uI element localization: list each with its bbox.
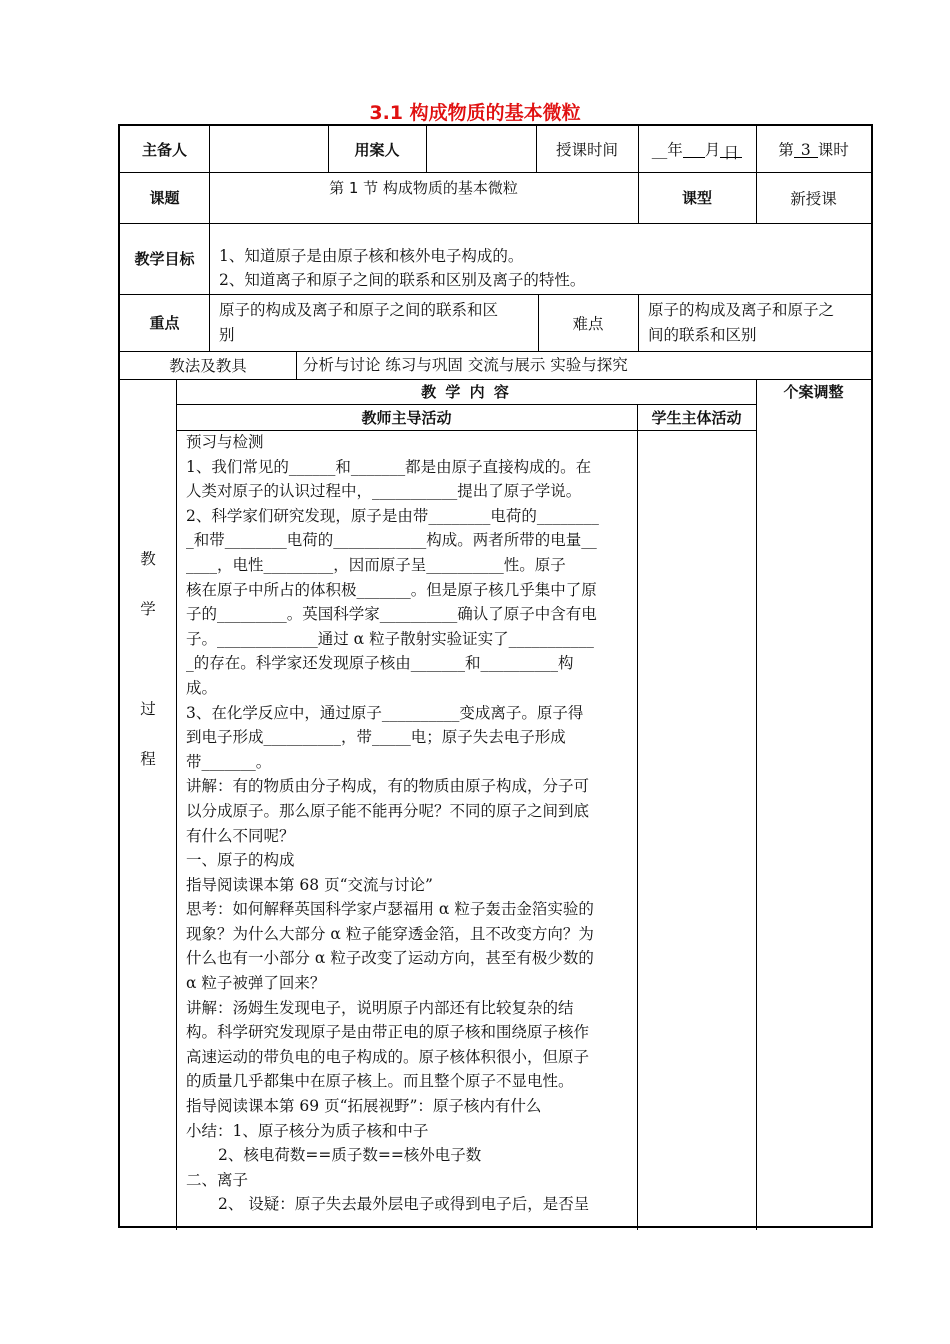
text-line: 以分成原子。那么原子能不能再分呢？不同的原子之间到底 bbox=[186, 801, 590, 820]
adjust-header: 个案调整 bbox=[783, 383, 844, 401]
text-line: 讲解：汤姆生发现电子，说明原子内部还有比较复杂的结 bbox=[186, 998, 574, 1017]
text-line: 什么也有一小部分 α 粒子改变了运动方向，甚至有极少数的 bbox=[186, 949, 594, 968]
side-char: 教 bbox=[140, 550, 156, 568]
text-line: 指导阅读课本第 69 页“拓展视野”：原子核内有什么 bbox=[186, 1097, 542, 1116]
text-line: 思考：如何解释英国科学家卢瑟福用 α 粒子轰击金箔实验的 bbox=[186, 900, 594, 919]
rule bbox=[756, 380, 757, 1230]
method-value: 分析与讨论 练习与巩固 交流与展示 实验与探究 bbox=[303, 356, 628, 374]
side-char: 程 bbox=[140, 750, 156, 768]
text-line: 子的_________。英国科学家__________确认了原子中含有电 bbox=[186, 605, 597, 624]
rule bbox=[120, 223, 871, 224]
text-line: 有什么不同呢？ bbox=[186, 826, 295, 845]
text-line: 一、原子的构成 bbox=[186, 851, 295, 870]
difficult-label: 难点 bbox=[572, 314, 604, 333]
side-char: 过 bbox=[140, 700, 156, 718]
key-line: 别 bbox=[219, 326, 235, 344]
rule bbox=[209, 295, 210, 352]
rule bbox=[638, 295, 639, 352]
text-line: 现象？为什么大部分 α 粒子能穿透金箔，且不改变方向？为 bbox=[186, 924, 594, 943]
date-text: __年 月 日 bbox=[638, 126, 756, 172]
shouke-time-label: 授课时间 bbox=[555, 141, 618, 159]
text-line: 1、我们常见的______和_______都是由原子直接构成的。在 bbox=[186, 457, 592, 476]
text-line: ____，电性_________，因而原子呈__________性。原子 bbox=[186, 555, 566, 574]
yonganren-label: 用案人 bbox=[354, 140, 400, 159]
rule bbox=[426, 126, 427, 173]
text-line: 高速运动的带负电的电子构成的。原子核体积很小，但原子 bbox=[186, 1047, 590, 1066]
text-line: 3、在化学反应中，通过原子__________变成离子。原子得 bbox=[186, 703, 584, 722]
text-line: 的质量几乎都集中在原子核上。而且整个原子不显电性。 bbox=[186, 1072, 574, 1091]
goal-line: 2、知道离子和原子之间的联系和区别及离子的特性。 bbox=[219, 271, 586, 289]
goal-line: 1、知道原子是由原子核和核外电子构成的。 bbox=[219, 247, 524, 265]
text-line: 小结：1、原子核分为质子核和中子 bbox=[186, 1121, 429, 1140]
rule bbox=[296, 352, 297, 380]
difficult-line: 原子的构成及离子和原子之 bbox=[648, 301, 835, 319]
teacher-header: 教师主导活动 bbox=[361, 408, 452, 427]
content-header: 教 学 内 容 bbox=[421, 383, 511, 401]
period-text: 第 3 课时 bbox=[778, 140, 849, 159]
text-line: _的存在。科学家还发现原子核由_______和__________构 bbox=[186, 654, 574, 673]
side-char: 学 bbox=[140, 600, 156, 618]
text-line: 带_______。 bbox=[186, 752, 272, 771]
text-line: 2、核电荷数==质子数==核外电子数 bbox=[218, 1146, 482, 1165]
text-line: 2、 设疑：原子失去最外层电子或得到电子后，是否呈 bbox=[218, 1195, 590, 1214]
rule bbox=[209, 126, 210, 295]
text-line: 讲解：有的物质由分子构成，有的物质由原子构成，分子可 bbox=[186, 777, 590, 796]
text-line: 核在原子中所占的体积极_______。但是原子核几乎集中了原 bbox=[186, 580, 597, 599]
rule bbox=[176, 380, 177, 1230]
text-line: 成。 bbox=[186, 678, 218, 697]
key-line: 原子的构成及离子和原子之间的联系和区 bbox=[219, 301, 499, 319]
text-line: 2、科学家们研究发现，原子是由带________电荷的________ bbox=[186, 506, 599, 525]
text-line: 预习与检测 bbox=[186, 433, 264, 451]
goal-label: 教学目标 bbox=[134, 250, 195, 268]
keti-label: 课题 bbox=[149, 189, 180, 207]
kexing-label: 课型 bbox=[681, 189, 712, 207]
method-label: 教法及教具 bbox=[169, 357, 247, 375]
difficult-line: 间的联系和区别 bbox=[648, 326, 757, 344]
keti-value: 第 1 节 构成物质的基本微粒 bbox=[329, 178, 518, 197]
text-line: 到电子形成__________，带_____电；原子失去电子形成 bbox=[186, 728, 566, 747]
document-title: 3.1 构成物质的基本微粒 bbox=[369, 102, 581, 124]
rule bbox=[120, 294, 871, 295]
key-label: 重点 bbox=[149, 314, 180, 332]
zhubeiren-label: 主备人 bbox=[141, 140, 187, 159]
text-line: 二、离子 bbox=[186, 1170, 249, 1189]
text-line: _和带________电荷的____________构成。两者所带的电量__ bbox=[186, 531, 597, 550]
text-line: α 粒子被弹了回来？ bbox=[186, 974, 326, 993]
text-line: 构。科学研究发现原子是由带正电的原子核和围绕原子核作 bbox=[186, 1023, 590, 1042]
text-line: 子。_____________通过 α 粒子散射实验证实了___________ bbox=[186, 629, 594, 648]
student-header: 学生主体活动 bbox=[651, 408, 742, 427]
rule bbox=[637, 405, 638, 1230]
text-line: 人类对原子的认识过程中，___________提出了原子学说。 bbox=[186, 482, 582, 501]
teacher-activity-text bbox=[186, 430, 599, 1217]
kexing-value: 新授课 bbox=[790, 189, 837, 208]
text-line: 指导阅读课本第 68 页“交流与讨论” bbox=[186, 875, 433, 894]
